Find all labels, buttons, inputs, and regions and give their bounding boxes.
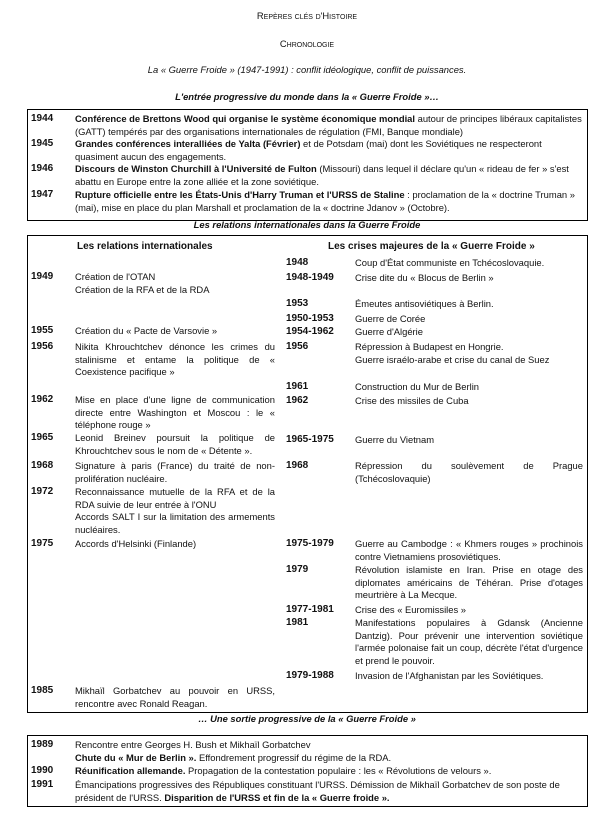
- year-label: 1950-1953: [286, 313, 334, 324]
- relation-text: Nikita Khrouchtchev dénonce les crimes du stalinisme et entame la politique de « Coexistence pacifique »: [75, 341, 275, 377]
- event-detail: Effondrement progressif du régime de la RDA.: [196, 751, 392, 763]
- year-label: 1979-1988: [286, 670, 334, 681]
- year-label: 1945: [31, 138, 54, 149]
- year-label: 1979: [286, 564, 309, 575]
- relation-text: Mikhaïl Gorbatchev au pouvoir en URSS, rencontre avec Ronald Reagan.: [75, 685, 275, 709]
- event-headline: Disparition de l'URSS et fin de la « Guerre froide ».: [161, 791, 390, 803]
- section3-title: … Une sortie progressive de la « Guerre Froide »: [198, 713, 416, 724]
- relation-text: Mise en place d'une ligne de communication directe entre Washington et Moscou : le « téléphone rouge »: [75, 394, 275, 430]
- left-column-heading: Les relations internationales: [77, 241, 213, 252]
- event-text: [75, 138, 583, 163]
- crisis-text: Guerre de Corée: [355, 313, 426, 324]
- year-label: 1955: [31, 325, 54, 336]
- crisis-text: Répression du soulèvement de Prague (Tchécoslovaquie): [355, 460, 583, 484]
- event-detail: (Missouri) dans lequel il déclare qu'un « rideau de fer » s'est abattu en Europe entre la zone alliée et la zone soviétique.: [75, 163, 569, 187]
- intro-line: La « Guerre Froide » (1947-1991) : conflit idéologique, conflit de puissances.: [147, 64, 467, 75]
- event-headline: Discours de Winston Churchill à l'Université de Fulton: [75, 163, 317, 174]
- year-label: 1972: [31, 486, 54, 497]
- section2-title: Les relations internationales dans la Guerre Froide: [193, 219, 421, 230]
- year-label: 1953: [286, 298, 309, 309]
- year-label: 1965-1975: [286, 434, 334, 445]
- year-label: 1956: [286, 341, 309, 352]
- year-label: 1981: [286, 617, 309, 628]
- crisis-text: Guerre d'Algérie: [355, 326, 423, 337]
- crisis-text: Invasion de l'Afghanistan par les Soviétiques.: [355, 670, 544, 681]
- crisis-text: Crise dite du « Blocus de Berlin »: [355, 272, 494, 283]
- year-label: 1985: [31, 685, 54, 696]
- crisis-text: Révolution islamiste en Iran. Prise en otage des diplomates américains de Téhéran. Prise d'otages meurtrière à La Mecque.: [355, 564, 583, 600]
- crisis-text: Guerre du Vietnam: [355, 434, 435, 445]
- year-label: 1956: [31, 341, 54, 352]
- event-text: [75, 739, 583, 764]
- crisis-text: Construction du Mur de Berlin: [355, 381, 480, 392]
- year-label: 1989: [31, 739, 54, 750]
- event-text: [75, 163, 583, 188]
- event-text: [75, 189, 583, 214]
- crisis-text: Coup d'État communiste en Tchécoslovaquie.: [355, 257, 545, 268]
- event-detail: : proclamation de la « doctrine Truman » (mai), mise en place du plan Marshall et proclamation de la « doctrine Jdanov » (Octobre).: [75, 189, 575, 213]
- event-line: Rencontre entre Georges H. Bush et Mikhaïl Gorbatchev: [75, 739, 311, 750]
- event-headline: Chute du « Mur de Berlin ».: [75, 751, 197, 763]
- relation-text: Reconnaissance mutuelle de la RFA et de la RDA suivie de leur entrée à l'ONU Accords SALT I sur la limitation des armements nucléaires.: [75, 486, 275, 535]
- relation-text: Accords d'Helsinki (Finlande): [75, 538, 197, 549]
- relation-text: Signature à paris (France) du traité de non-prolifération nucléaire.: [75, 460, 275, 484]
- relation-text: Leonid Breinev poursuit la politique de Khrouchtchev sous le nom de « Détente ».: [75, 432, 275, 456]
- event-text: [75, 779, 583, 804]
- section1-title: L'entrée progressive du monde dans la « Guerre Froide »…: [175, 91, 439, 102]
- year-label: 1948: [286, 257, 309, 268]
- year-label: 1975-1979: [286, 538, 334, 549]
- year-label: 1948-1949: [286, 272, 334, 283]
- crisis-text: Manifestations populaires à Gdansk (Ancienne Dantzig). Pour prévenir une intervention soviétique l'armée polonaise fait un coup, décrète l'état d'urgence et prend le pouvoir.: [355, 617, 583, 666]
- year-label: 1990: [31, 765, 54, 776]
- event-text: [75, 765, 583, 778]
- event-headline: Rupture officielle entre les États-Unis d'Harry Truman et l'URSS de Staline: [75, 189, 405, 200]
- event-detail: Propagation de la contestation populaire : les « Révolutions de velours ».: [185, 765, 492, 776]
- relation-text: Création de l'OTAN Création de la RFA et de la RDA: [75, 271, 210, 295]
- year-label: 1949: [31, 271, 54, 282]
- crisis-text: Guerre au Cambodge : « Khmers rouges » prochinois contre Vietnamiens prosoviétiques.: [355, 538, 583, 562]
- year-label: 1954-1962: [286, 326, 334, 337]
- year-label: 1947: [31, 189, 54, 200]
- crisis-text: Crise des « Euromissiles »: [355, 604, 466, 615]
- event-detail: autour de principes libéraux capitalistes (GATT) tempérés par des organisations internationales de régulation (FMI, Banque mondiale): [75, 113, 582, 137]
- relation-text: Création du « Pacte de Varsovie »: [75, 325, 218, 336]
- event-line: [75, 752, 583, 765]
- year-label: 1975: [31, 538, 54, 549]
- year-label: 1965: [31, 432, 54, 443]
- event-detail: Émancipations progressives des Républiques constituant l'URSS. Démission de Mikhaïl Gorbatchev de son poste de président de l'URSS.: [75, 779, 560, 803]
- page-subtitle: Chronologie: [279, 38, 335, 49]
- crisis-text: Émeutes antisoviétiques à Berlin.: [355, 298, 494, 309]
- year-label: 1977-1981: [286, 604, 334, 615]
- right-column-heading: Les crises majeures de la « Guerre Froide »: [328, 241, 535, 252]
- event-text: [75, 113, 583, 138]
- event-headline: Grandes conférences interalliées de Yalta (Février): [75, 138, 301, 149]
- year-label: 1944: [31, 113, 54, 124]
- crisis-text: Crise des missiles de Cuba: [355, 395, 469, 406]
- year-label: 1962: [31, 394, 54, 405]
- page-title: Repères clés d'Histoire: [256, 10, 358, 21]
- year-label: 1968: [31, 460, 54, 471]
- year-label: 1961: [286, 381, 309, 392]
- event-detail: et de Potsdam (mai) dont les Soviétiques ne respecteront quasiment aucun des engagements.: [75, 138, 542, 162]
- event-headline: Réunification allemande.: [75, 765, 186, 776]
- year-label: 1962: [286, 395, 309, 406]
- year-label: 1968: [286, 460, 309, 471]
- event-headline: Conférence de Brettons Wood qui organise le système économique mondial: [75, 113, 415, 124]
- crisis-text: Répression à Budapest en Hongrie. Guerre israélo-arabe et crise du canal de Suez: [355, 341, 550, 365]
- year-label: 1946: [31, 163, 54, 174]
- year-label: 1991: [31, 779, 54, 790]
